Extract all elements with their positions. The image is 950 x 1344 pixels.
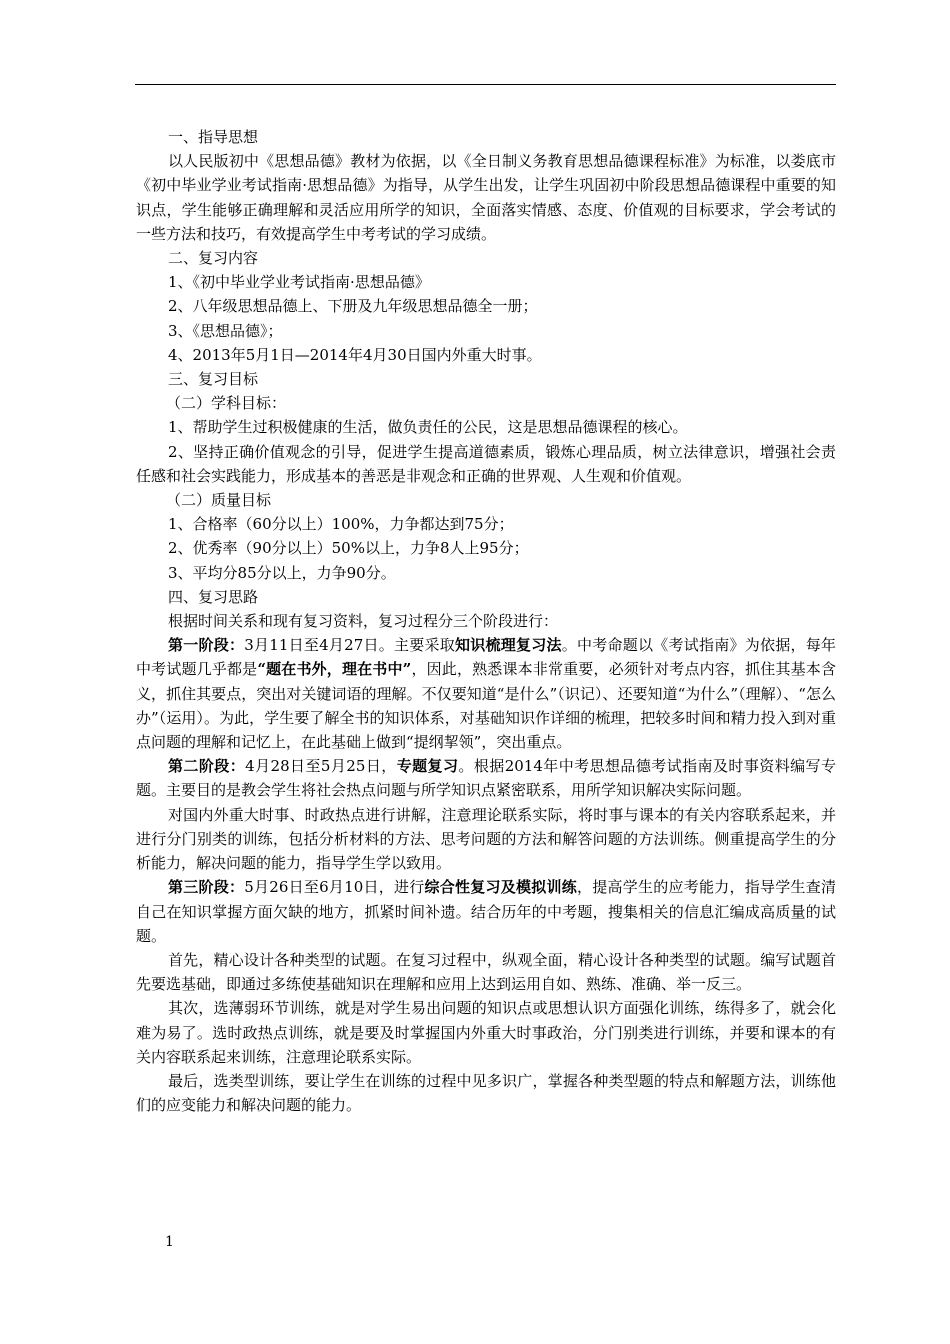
stage-three-method: 综合性复习及模拟训练 xyxy=(424,878,577,897)
content-item: 3、《思想品德》； xyxy=(168,321,283,340)
paragraph-intro: 根据时间关系和现有复习资料，复习过程分三个阶段进行： xyxy=(168,612,559,631)
document-body xyxy=(136,125,836,1117)
goal-item: 1、帮助学生过积极健康的生活，做负责任的公民，这是思想品德课程的核心。 xyxy=(168,418,688,437)
heading-review-content: 二、复习内容 xyxy=(168,249,259,268)
stage-one-quote: “题在书外，理在书中” xyxy=(257,660,412,679)
header-rule xyxy=(135,84,836,85)
heading-review-approach: 四、复习思路 xyxy=(168,587,259,606)
paragraph-last: 最后，选类型训练，要让学生在训练的过程中见多识广，掌握各种类型题的特点和解题方法，训练他们的应变能力和解决问题的能力。 xyxy=(136,1071,836,1115)
paragraph-first: 首先，精心设计各种类型的试题。在复习过程中，纵观全面，精心设计各种类型的试题。编写试题首先要选基础，即通过多练使基础知识在理解和应用上达到运用自如、熟练、准确、举一反三。 xyxy=(136,950,836,994)
quality-item: 1、合格率（60分以上）100%，力争都达到75分； xyxy=(168,515,514,534)
stage-one-label: 第一阶段： xyxy=(168,636,245,655)
heading-guiding-thought: 一、指导思想 xyxy=(168,128,259,146)
heading-review-goals: 三、复习目标 xyxy=(168,370,259,389)
page-number: 1 xyxy=(165,1234,174,1250)
paragraph-current-affairs: 对国内外重大时事、时政热点进行讲解，注意理论联系实际，将时事与课本的有关内容联系起来，并进行分门别类的训练，包括分析材料的方法、思考问题的方法和解答问题的方法训练。侧重提高学生的分析能力，解决问题的能力，指导学生学以致用。 xyxy=(136,805,836,873)
content-item: 1、《初中毕业学业考试指南·思想品德》 xyxy=(168,273,430,292)
subheading-subject-goals: （二）学科目标： xyxy=(166,394,287,413)
paragraph-guiding-thought: 以人民版初中《思想品德》教材为依据，以《全日制义务教育思想品德课程标准》为标准，以娄底市《初中毕业学业考试指南·思想品德》为指导，从学生出发，让学生巩固初中阶段思想品德课程中重要的知识点，学生能够正确理解和灵活应用所学的知识，全面落实情感、态度、价值观的目标要求，学会考试的一些方法和技巧，有效提高学生中考考试的学习成绩。 xyxy=(136,152,836,243)
stage-two-method: 专题复习 xyxy=(396,757,459,776)
quality-item: 2、优秀率（90分以上）50%以上，力争8人上95分； xyxy=(168,539,529,558)
content-item: 4、2013年5月1日—2014年4月30日国内外重大时事。 xyxy=(168,345,542,364)
stage-three-label: 第三阶段： xyxy=(168,878,245,897)
subheading-quality-goals: （二）质量目标 xyxy=(166,491,272,510)
content-item: 2、八年级思想品德上、下册及九年级思想品德全一册； xyxy=(168,297,538,316)
stage-one-method: 知识梳理复习法 xyxy=(455,636,562,655)
stage-two-label: 第二阶段： xyxy=(168,757,246,776)
paragraph-stage-one: 第一阶段：3月11日至4月27日。主要采取知识梳理复习法。中考命题以《考试指南》为依据，每年中考试题几乎都是“题在书外，理在书中”，因此，熟悉课本非常重要，必须针对考点内容，抓住其基本含义，抓住其要点，突出对关键词语的理解。不仅要知道“是什么”（识记）、还要知道“为什么”（理解）、“怎么办”（运用）。为此，学生要了解全书的知识体系，对基础知识作详细的梳理，把较多时间和精力投入到对重点问题的理解和记忆上，在此基础上做到“提纲挈领”，突出重点。 xyxy=(136,636,836,752)
paragraph-stage-two: 第二阶段：4月28日至5月25日，专题复习。根据2014年中考思想品德考试指南及时事资料编写专题。主要目的是教会学生将社会热点问题与所学知识点紧密联系，用所学知识解决实际问题。 xyxy=(136,757,836,800)
paragraph-next: 其次，选薄弱环节训练，就是对学生易出问题的知识点或思想认识方面强化训练，练得多了，就会化难为易了。选时政热点训练，就是要及时掌握国内外重大时事政治，分门别类进行训练，并要和课本的有关内容联系起来训练，注意理论联系实际。 xyxy=(136,999,836,1066)
paragraph-stage-three: 第三阶段：5月26日至6月10日，进行综合性复习及模拟训练，提高学生的应考能力，指导学生查清自己在知识掌握方面欠缺的地方，抓紧时间补遗。结合历年的中考题，搜集相关的信息汇编成高质量的试题。 xyxy=(136,878,836,945)
goal-item: 2、坚持正确价值观念的引导，促进学生提高道德素质，锻炼心理品质，树立法律意识，增强社会责任感和社会实践能力，形成基本的善恶是非观念和正确的世界观、人生观和价值观。 xyxy=(136,442,836,485)
quality-item: 3、平均分85分以上，力争90分。 xyxy=(168,563,396,582)
